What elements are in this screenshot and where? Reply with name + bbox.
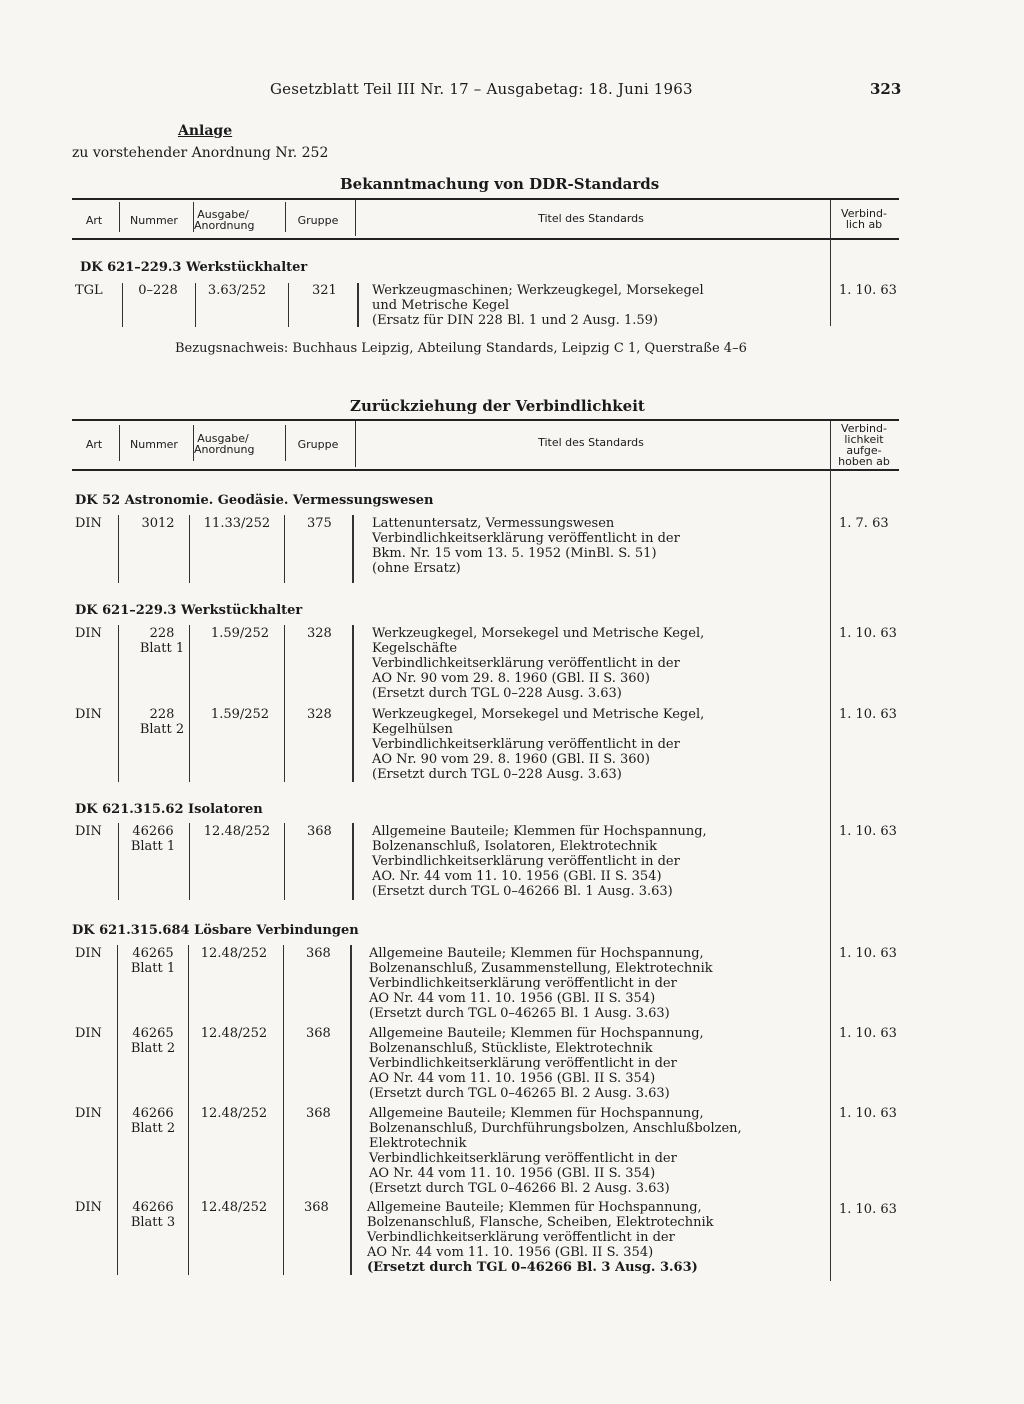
table-header-2 (72, 419, 899, 471)
col-header-nummer: Nummer (130, 438, 178, 451)
row-title-line: Kegelhülsen (372, 722, 453, 737)
row-art: TGL (75, 283, 103, 298)
row-title-line: Werkzeugkegel, Morsekegel und Metrische Kegel, (372, 626, 705, 641)
row-art: DIN (75, 824, 102, 839)
row-title-line: Verbindlichkeitserklärung veröffentlicht in der (372, 854, 680, 869)
row-title-line: AO Nr. 44 vom 11. 10. 1956 (GBl. II S. 354) (369, 1166, 656, 1181)
row-title-line: Verbindlichkeitserklärung veröffentlicht in der (372, 531, 680, 546)
row-art: DIN (75, 516, 102, 531)
row-date: 1. 10. 63 (839, 1106, 897, 1121)
row-gruppe: 375 (307, 516, 332, 531)
dk-heading: DK 621.315.684 Lösbare Verbindungen (72, 923, 359, 938)
row-art: DIN (75, 707, 102, 722)
row-title-line: Allgemeine Bauteile; Klemmen für Hochspannung, (369, 1106, 704, 1121)
row-nummer: 3012 (141, 516, 175, 531)
row-ausgabe: 3.63/252 (207, 283, 267, 298)
row-title-line: (Ersetzt durch TGL 0–228 Ausg. 3.63) (372, 686, 622, 701)
row-title-line: (Ersetzt durch TGL 0–46266 Bl. 3 Ausg. 3.63) (367, 1260, 698, 1275)
row-ausgabe: 1.59/252 (210, 626, 270, 641)
row-gruppe: 368 (306, 1026, 331, 1041)
row-title-line: Bkm. Nr. 15 vom 13. 5. 1952 (MinBl. S. 51) (372, 546, 657, 561)
row-title-line: (Ersetzt durch TGL 0–228 Ausg. 3.63) (372, 767, 622, 782)
col-header-aufgehoben: Verbind-lichkeit aufge-hoben ab (838, 422, 890, 468)
row-date: 1. 10. 63 (839, 283, 897, 298)
col-header-ausgabe: Ausgabe/ Anordnung (194, 432, 255, 456)
anlage-subtitle: zu vorstehender Anordnung Nr. 252 (72, 145, 329, 161)
row-blatt: Blatt 1 (130, 839, 176, 854)
row-ausgabe: 12.48/252 (200, 1106, 268, 1121)
row-title-line: Verbindlichkeitserklärung veröffentlicht in der (372, 656, 680, 671)
row-title-line: Werkzeugmaschinen; Werkzeugkegel, Morsekegel (372, 283, 704, 298)
row-date: 1. 10. 63 (839, 824, 897, 839)
row-title-line: Elektrotechnik (369, 1136, 467, 1151)
row-title-line: AO Nr. 44 vom 11. 10. 1956 (GBl. II S. 354) (369, 1071, 656, 1086)
row-title-line: Allgemeine Bauteile; Klemmen für Hochspannung, (369, 1026, 704, 1041)
row-nummer: 228 (149, 707, 175, 722)
row-blatt: Blatt 1 (139, 641, 185, 656)
row-date: 1. 10. 63 (839, 1026, 897, 1041)
row-nummer: 228 (149, 626, 175, 641)
row-gruppe: 368 (304, 1200, 329, 1215)
row-title-line: (Ersetzt durch TGL 0–46265 Bl. 1 Ausg. 3.63) (369, 1006, 670, 1021)
dk-heading: DK 52 Astronomie. Geodäsie. Vermessungswesen (75, 493, 434, 508)
page-number: 323 (870, 80, 902, 98)
row-title-line: Verbindlichkeitserklärung veröffentlicht in der (372, 737, 680, 752)
row-title-line: (Ersetzt durch TGL 0–46265 Bl. 2 Ausg. 3.63) (369, 1086, 670, 1101)
row-gruppe: 368 (306, 1106, 331, 1121)
col-header-nummer: Nummer (130, 214, 178, 227)
row-blatt: Blatt 3 (130, 1215, 176, 1230)
row-date: 1. 10. 63 (839, 707, 897, 722)
row-title-line: (Ersetzt durch TGL 0–46266 Bl. 2 Ausg. 3.63) (369, 1181, 670, 1196)
row-title-line: AO Nr. 90 vom 29. 8. 1960 (GBl. II S. 360) (372, 671, 650, 686)
row-title-line: Verbindlichkeitserklärung veröffentlicht in der (369, 1056, 677, 1071)
row-title-line: Lattenuntersatz, Vermessungswesen (372, 516, 615, 531)
row-nummer: 0–228 (138, 283, 178, 298)
row-title-line: AO. Nr. 44 vom 11. 10. 1956 (GBl. II S. 354) (372, 869, 662, 884)
row-nummer: 46266 (132, 824, 174, 839)
row-date: 1. 10. 63 (839, 946, 897, 961)
row-ausgabe: 12.48/252 (200, 946, 268, 961)
dk-heading: DK 621–229.3 Werkstückhalter (75, 603, 303, 618)
row-gruppe: 328 (307, 626, 332, 641)
section-title-bekanntmachung: Bekanntmachung von DDR-Standards (340, 175, 660, 193)
row-nummer: 46266 (132, 1106, 174, 1121)
row-blatt: Blatt 2 (130, 1121, 176, 1136)
row-title-line: Bolzenanschluß, Isolatoren, Elektrotechnik (372, 839, 657, 854)
row-art: DIN (75, 626, 102, 641)
row-title-line: Verbindlichkeitserklärung veröffentlicht in der (367, 1230, 675, 1245)
col-header-verbindlich: Verbind-lich ab (841, 207, 887, 231)
row-title-line: Bolzenanschluß, Durchführungsbolzen, Anschlußbolzen, (369, 1121, 742, 1136)
row-gruppe: 368 (306, 946, 331, 961)
row-nummer: 46265 (132, 946, 174, 961)
dk-heading: DK 621.315.62 Isolatoren (75, 802, 263, 817)
row-nummer: 46265 (132, 1026, 174, 1041)
row-title-line: Bolzenanschluß, Zusammenstellung, Elektrotechnik (369, 961, 713, 976)
row-title-line: Allgemeine Bauteile; Klemmen für Hochspannung, (367, 1200, 702, 1215)
dk-heading: DK 621–229.3 Werkstückhalter (80, 260, 308, 275)
row-blatt: Blatt 1 (130, 961, 176, 976)
row-title-line: AO Nr. 90 vom 29. 8. 1960 (GBl. II S. 360) (372, 752, 650, 767)
col-header-ausgabe: Ausgabe/ Anordnung (194, 208, 255, 232)
row-ausgabe: 11.33/252 (203, 516, 271, 531)
row-art: DIN (75, 1026, 102, 1041)
row-title-line: Allgemeine Bauteile; Klemmen für Hochspannung, (369, 946, 704, 961)
row-gruppe: 328 (307, 707, 332, 722)
row-title-line: (Ersatz für DIN 228 Bl. 1 und 2 Ausg. 1.59) (372, 313, 658, 328)
row-date: 1. 7. 63 (839, 516, 889, 531)
row-blatt: Blatt 2 (139, 722, 185, 737)
row-title-line: Allgemeine Bauteile; Klemmen für Hochspannung, (372, 824, 707, 839)
bezugsnachweis: Bezugsnachweis: Buchhaus Leipzig, Abteilung Standards, Leipzig C 1, Querstraße 4–6 (175, 341, 747, 356)
row-ausgabe: 12.48/252 (200, 1026, 268, 1041)
row-title-line: Verbindlichkeitserklärung veröffentlicht in der (369, 976, 677, 991)
row-title-line: Werkzeugkegel, Morsekegel und Metrische Kegel, (372, 707, 705, 722)
row-ausgabe: 12.48/252 (203, 824, 271, 839)
anlage-title: Anlage (178, 123, 233, 139)
row-title-line: (Ersetzt durch TGL 0–46266 Bl. 1 Ausg. 3.63) (372, 884, 673, 899)
row-art: DIN (75, 1106, 102, 1121)
col-header-titel: Titel des Standards (538, 212, 644, 225)
row-ausgabe: 1.59/252 (210, 707, 270, 722)
row-title-line: Bolzenanschluß, Flansche, Scheiben, Elektrotechnik (367, 1215, 714, 1230)
row-nummer: 46266 (132, 1200, 174, 1215)
row-gruppe: 368 (307, 824, 332, 839)
running-title: Gesetzblatt Teil III Nr. 17 – Ausgabetag: 18. Juni 1963 (270, 80, 693, 98)
row-title-line: AO Nr. 44 vom 11. 10. 1956 (GBl. II S. 354) (369, 991, 656, 1006)
row-title-line: (ohne Ersatz) (372, 561, 461, 576)
section-title-zurueckziehung: Zurückziehung der Verbindlichkeit (350, 397, 645, 415)
row-title-line: AO Nr. 44 vom 11. 10. 1956 (GBl. II S. 354) (367, 1245, 654, 1260)
row-title-line: und Metrische Kegel (372, 298, 510, 313)
col-header-gruppe: Gruppe (297, 214, 339, 227)
row-art: DIN (75, 946, 102, 961)
row-date: 1. 10. 63 (839, 1202, 897, 1217)
row-title-line: Bolzenanschluß, Stückliste, Elektrotechnik (369, 1041, 653, 1056)
col-header-art: Art (85, 214, 103, 227)
col-header-gruppe: Gruppe (297, 438, 339, 451)
row-title-line: Verbindlichkeitserklärung veröffentlicht in der (369, 1151, 677, 1166)
row-ausgabe: 12.48/252 (200, 1200, 268, 1215)
row-blatt: Blatt 2 (130, 1041, 176, 1056)
row-title-line: Kegelschäfte (372, 641, 458, 656)
table-header-1 (72, 198, 899, 240)
row-art: DIN (75, 1200, 102, 1215)
row-date: 1. 10. 63 (839, 626, 897, 641)
col-header-titel: Titel des Standards (538, 436, 644, 449)
col-header-art: Art (85, 438, 103, 451)
row-gruppe: 321 (312, 283, 337, 298)
